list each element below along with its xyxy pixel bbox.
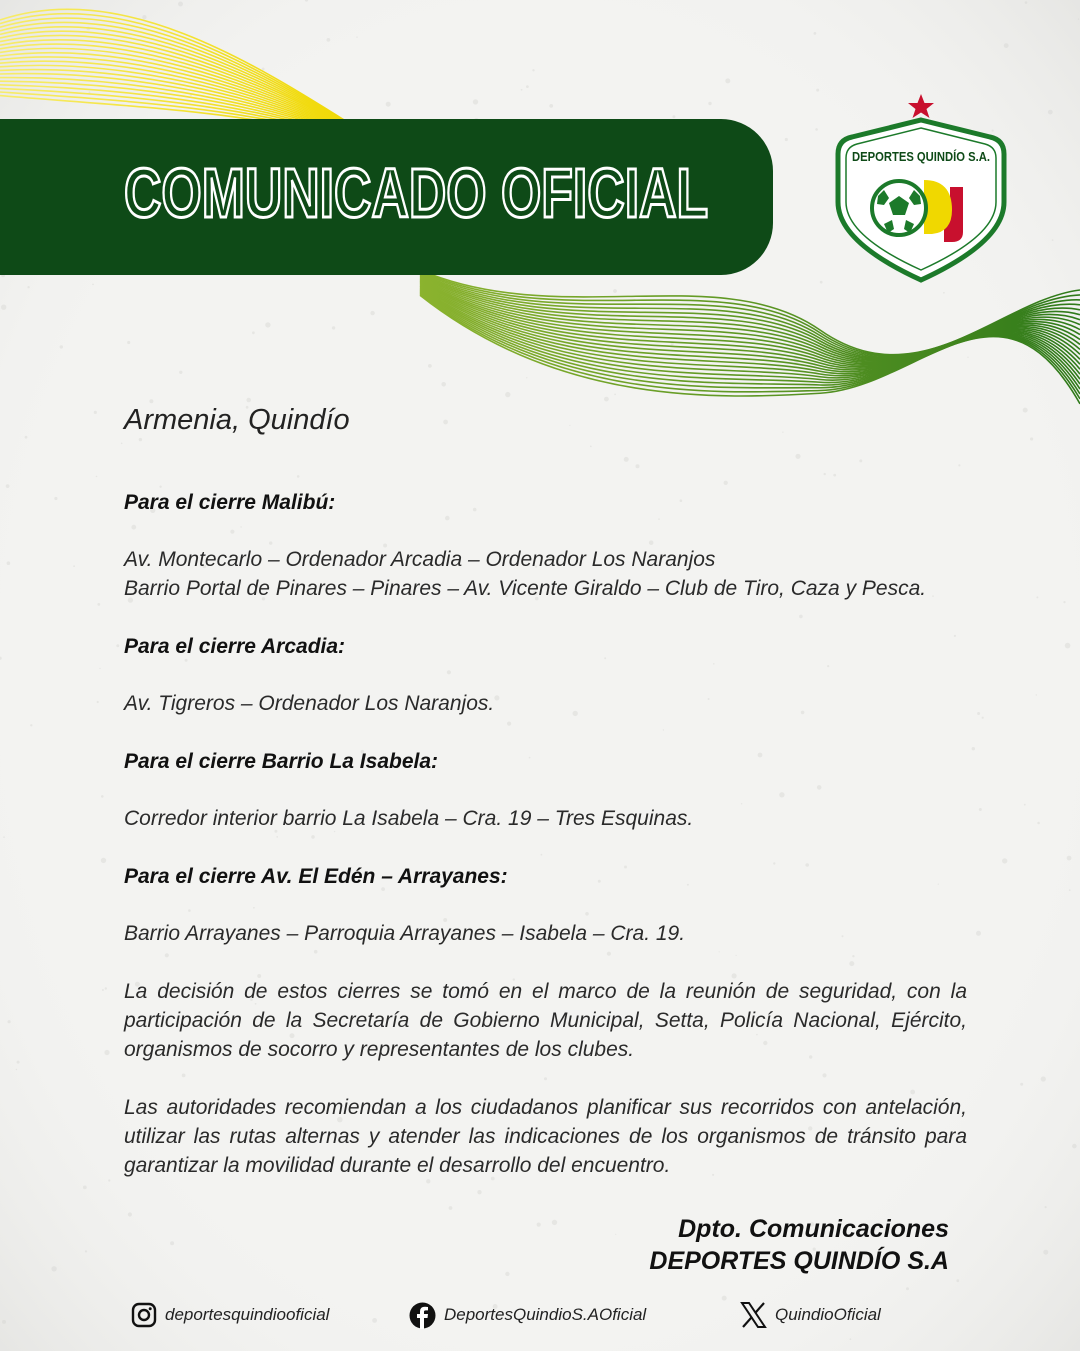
section-heading: Para el cierre Barrio La Isabela: <box>124 750 439 773</box>
route-line: Corredor interior barrio La Isabela – Cra. 19 – Tres Esquinas. <box>124 807 694 830</box>
signature-department: Dpto. Comunicaciones <box>678 1215 949 1243</box>
facebook-handle: DeportesQuindioS.AOficial <box>444 1305 647 1324</box>
star-icon <box>908 94 934 118</box>
x-icon <box>740 1302 767 1328</box>
x-link[interactable] <box>740 1300 881 1330</box>
signature-organization: DEPORTES QUINDÍO S.A <box>649 1247 949 1275</box>
body-paragraph: Las autoridades recomiendan a los ciudadanos planificar sus recorridos con antelación, utilizar las rutas alternas y atender las indicaciones de los organismos de tránsito para garantizar la movilidad durante el desarrollo del encuentro. <box>124 1096 967 1177</box>
route-line: Av. Tigreros – Ordenador Los Naranjos. <box>124 692 495 715</box>
route-text <box>124 804 967 833</box>
x-handle: QuindioOficial <box>775 1305 881 1324</box>
city-line: Armenia, Quindío <box>124 404 350 436</box>
instagram-link[interactable] <box>131 1300 329 1330</box>
section-heading: Para el cierre Arcadia: <box>124 635 346 658</box>
route-line: Barrio Arrayanes – Parroquia Arrayanes – Isabela – Cra. 19. <box>124 922 686 945</box>
facebook-link[interactable] <box>409 1300 646 1330</box>
body-paragraph: La decisión de estos cierres se tomó en el marco de la reunión de seguridad, con la participación de la Secretaría de Gobierno Municipal, Setta, Policía Nacional, Ejército, organismos de socorro y representantes de los clubes. <box>124 980 967 1061</box>
route-line: Av. Montecarlo – Ordenador Arcadia – Ordenador Los Naranjos <box>124 548 716 571</box>
route-text <box>124 919 967 948</box>
soccer-ball-icon <box>872 181 926 235</box>
route-line: Barrio Portal de Pinares – Pinares – Av. Vicente Giraldo – Club de Tiro, Caza y Pesca. <box>124 577 927 600</box>
club-crest <box>834 92 1008 284</box>
instagram-handle: deportesquindiooficial <box>165 1305 330 1324</box>
route-text <box>124 689 967 718</box>
facebook-icon <box>409 1302 436 1329</box>
route-text <box>124 545 967 603</box>
section-heading: Para el cierre Av. El Edén – Arrayanes: <box>124 865 508 888</box>
crest-text: DEPORTES QUINDÍO S.A. <box>852 149 990 165</box>
communique-body <box>124 400 967 1209</box>
instagram-icon <box>131 1302 157 1328</box>
section-heading: Para el cierre Malibú: <box>124 491 336 514</box>
page-title: COMUNICADO OFICIAL <box>124 154 709 232</box>
signature <box>649 1213 949 1277</box>
